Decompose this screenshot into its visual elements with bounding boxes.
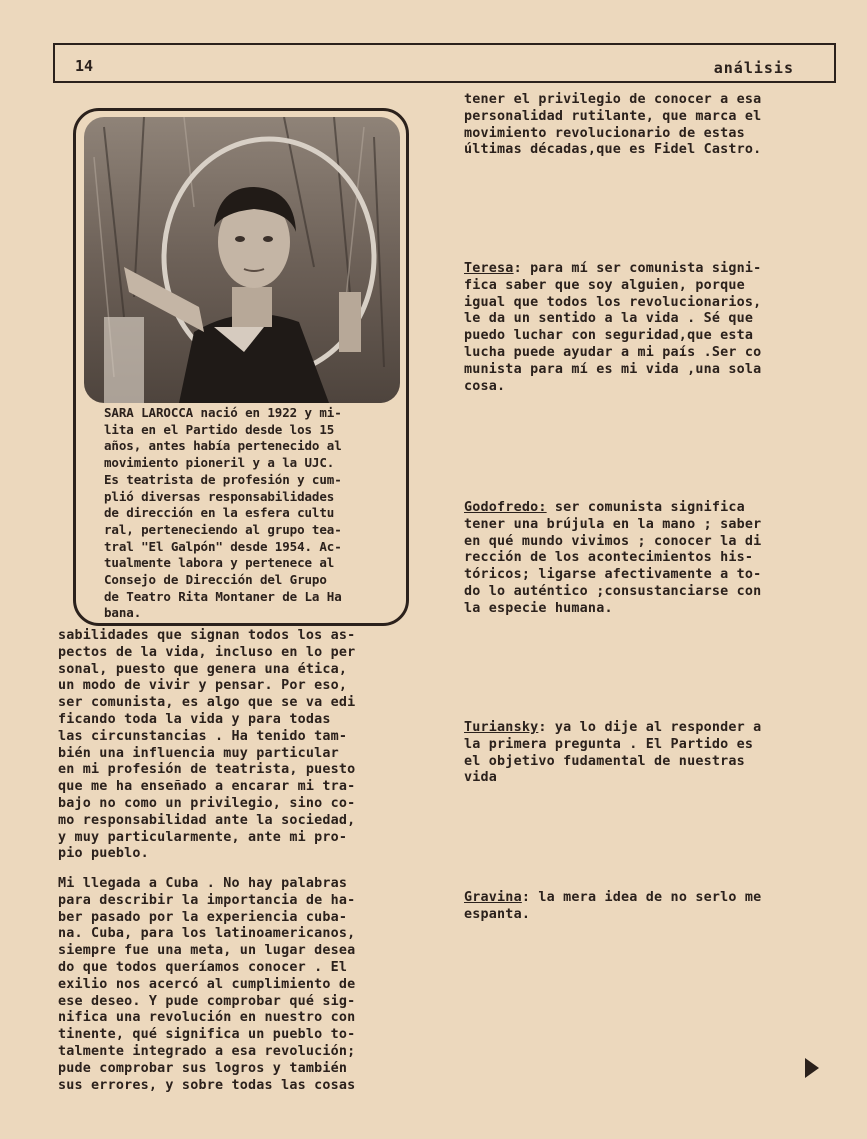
page-header [53, 43, 836, 83]
page-number: 14 [75, 57, 94, 75]
photo-frame [73, 108, 409, 626]
portrait-photo [84, 117, 400, 403]
gravina-text: : la mera idea de no serlo me espanta. [464, 890, 762, 922]
godofredo-answer [464, 500, 844, 618]
gravina-name: Gravina [464, 890, 522, 905]
left-paragraph-1: sabilidades que signan todos los as- pectos de la vida, incluso en lo per sonal, puesto que genera una ética, un modo de vivir y pensar. Por eso, ser comunista, es algo que se va edi ficando toda la vida y para todas las circunstancias . Ha tenido tam- bién una influencia muy particular en mi profesión de teatrista, puesto que me ha enseñado a encarar mi tra- bajo no como un privilegio, sino co- mo responsabilidad ante la sociedad, y muy particularmente, ante mi pro- pio pueblo. [58, 628, 356, 862]
right-intro: tener el privilegio de conocer a esa personalidad rutilante, que marca el movimiento revolucionario de estas últimas décadas,que es Fidel Castro. [464, 92, 762, 158]
left-paragraph-2: Mi llegada a Cuba . No hay palabras para describir la importancia de ha- ber pasado por la experiencia cuba- na. Cuba, para los latinoamericanos, siempre fue una meta, un lugar desea do que todos queríamos conocer . El exilio nos acercó al cumplimiento de ese deseo. Y pude comprobar qué sig- nifica una revolución en nuestro con tinente, qué significa un pueblo to- talmente integrado a esa revolución; pude comprobar sus logros y también sus errores, y sobre todas las cosas [58, 876, 356, 1093]
continue-arrow-icon [805, 1058, 819, 1078]
teresa-answer [464, 261, 844, 395]
turiansky-text: : ya lo dije al responder a la primera pregunta . El Partido es el objetivo fudamental de nuestras vida [464, 720, 762, 786]
photo-caption: SARA LAROCCA nació en 1922 y mi- lita en el Partido desde los 15 años, antes había pertenecido al movimiento pioneril y a la UJC. Es teatrista de profesión y cum- plió diversas responsabilidades de dirección en la esfera cultu ral, perteneciendo al grupo tea- tral "El Galpón" desde 1954. Ac- tualmente labora y pertenece al Consejo de Dirección del Grupo de Teatro Rita Montaner de La Ha bana. [104, 405, 342, 621]
godofredo-text: ser comunista significa tener una brújula en la mano ; saber en qué mundo vivimos ; conocer la di rección de los acontecimientos his- tóricos; ligarse afectivamente a to- do lo auténtico ;consustanciarse con la especie humana. [464, 500, 762, 616]
teresa-text: : para mí ser comunista signi- fica saber que soy alguien, porque igual que todos los revolucionarios, le da un sentido a la vida . Sé que puedo luchar con seguridad,que esta lucha puede ayudar a mi país .Ser co munista para mí es mi vida ,una sola cosa. [464, 261, 762, 394]
turiansky-name: Turiansky [464, 720, 539, 735]
teresa-name: Teresa [464, 261, 514, 276]
turiansky-answer [464, 720, 844, 787]
section-title: análisis [713, 59, 794, 77]
gravina-answer [464, 890, 844, 924]
godofredo-name: Godofredo: [464, 500, 547, 515]
